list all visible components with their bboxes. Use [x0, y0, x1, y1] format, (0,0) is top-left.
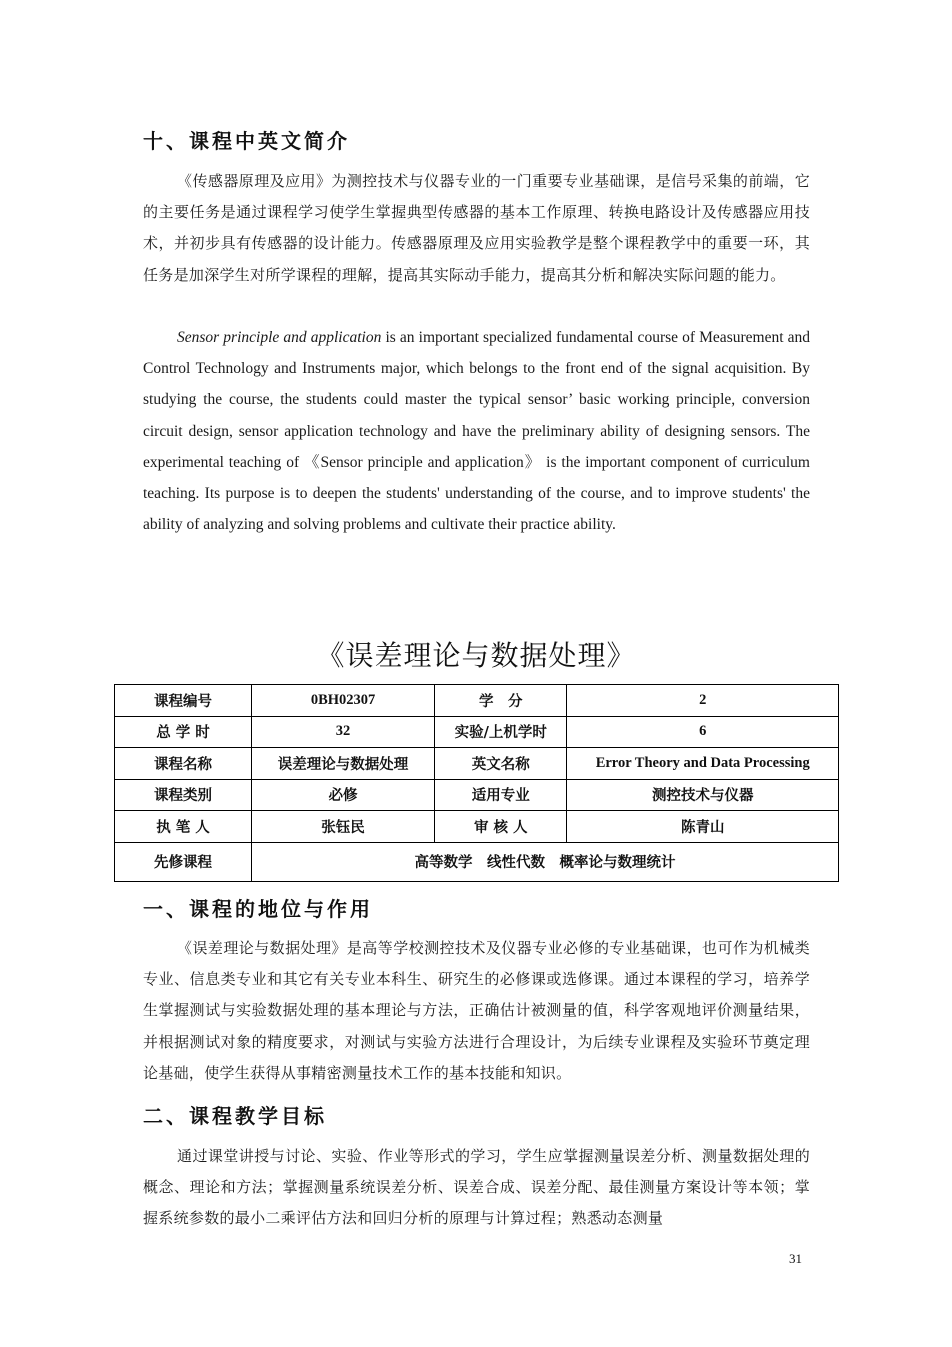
author-value: 张钰民 — [252, 811, 435, 843]
english-name-value: Error Theory and Data Processing — [567, 748, 839, 780]
section-2-heading: 二、课程教学目标 — [143, 1104, 327, 1128]
applicable-major-label: 适用专业 — [435, 779, 567, 811]
section-1-heading: 一、课程的地位与作用 — [143, 897, 373, 921]
course-category-label: 课程类别 — [115, 779, 252, 811]
table-row — [115, 716, 839, 748]
lab-hours-label: 实验/上机学时 — [435, 716, 567, 748]
english-name-label: 英文名称 — [435, 748, 567, 780]
table-row — [115, 811, 839, 843]
course-category-value: 必修 — [252, 779, 435, 811]
credit-label: 学 分 — [435, 685, 567, 717]
course-code-value: 0BH02307 — [252, 685, 435, 717]
course-code-label: 课程编号 — [115, 685, 252, 717]
course-name-label: 课程名称 — [115, 748, 252, 780]
section-2-paragraph: 通过课堂讲授与讨论、实验、作业等形式的学习，学生应掌握测量误差分析、测量数据处理的概念、理论和方法；掌握测量系统误差分析、误差合成、误差分配、最佳测量方案设计等本领；掌握系统参数的最小二乘评估方法和回归分析的原理与计算过程；熟悉动态测量 — [143, 1147, 810, 1228]
english-course-name: Sensor principle and application — [177, 329, 382, 346]
credit-value: 2 — [567, 685, 839, 717]
course-title: 《误差理论与数据处理》 — [316, 639, 636, 672]
table-row — [115, 748, 839, 780]
lab-hours-value: 6 — [567, 716, 839, 748]
prerequisites-value: 高等数学 线性代数 概率论与数理统计 — [252, 842, 839, 881]
total-hours-value: 32 — [252, 716, 435, 748]
total-hours-label: 总 学 时 — [115, 716, 252, 748]
course-info-table — [114, 684, 839, 882]
table-row — [115, 779, 839, 811]
reviewer-label: 审 核 人 — [435, 811, 567, 843]
english-paragraph-text: is an important specialized fundamental course of Measurement and Control Technology and Instruments major, which belongs to the front end of the signal acquisition. By studying the course, the students could master the typical sensor’ basic working principle, conversion circuit design, sensor application technology and have the preliminary ability of designing sensors. The experimental teaching of 《Sensor principle and application》 is the important component of curriculum teaching. Its purpose is to deepen the students' understanding of the course, and to improve students' the ability of analyzing and solving problems and cultivate their practice ability. — [143, 329, 810, 534]
table-row — [115, 685, 839, 717]
reviewer-value: 陈青山 — [567, 811, 839, 843]
page-number: 31 — [789, 1251, 802, 1266]
author-label: 执 笔 人 — [115, 811, 252, 843]
section-1-paragraph: 《误差理论与数据处理》是高等学校测控技术及仪器专业必修的专业基础课，也可作为机械类专业、信息类专业和其它有关专业本科生、研究生的必修课或选修课。通过本课程的学习，培养学生掌握测试与实验数据处理的基本理论与方法，正确估计被测量的值，科学客观地评价测量结果，并根据测试对象的精度要求，对测试与实验方法进行合理设计，为后续专业课程及实验环节奠定理论基础，使学生获得从事精密测量技术工作的基本技能和知识。 — [143, 939, 810, 1082]
table-row — [115, 842, 839, 881]
applicable-major-value: 测控技术与仪器 — [567, 779, 839, 811]
course-intro-english-paragraph — [143, 322, 810, 540]
course-intro-chinese-paragraph: 《传感器原理及应用》为测控技术与仪器专业的一门重要专业基础课，是信号采集的前端，它的主要任务是通过课程学习使学生掌握典型传感器的基本工作原理、转换电路设计及传感器应用技术，并初步具有传感器的设计能力。传感器原理及应用实验教学是整个课程教学中的重要一环，其任务是加深学生对所学课程的理解，提高其实际动手能力，提高其分析和解决实际问题的能力。 — [143, 172, 810, 284]
course-name-value: 误差理论与数据处理 — [252, 748, 435, 780]
prerequisites-label: 先修课程 — [115, 842, 252, 881]
section-10-heading: 十、课程中英文简介 — [143, 129, 350, 153]
